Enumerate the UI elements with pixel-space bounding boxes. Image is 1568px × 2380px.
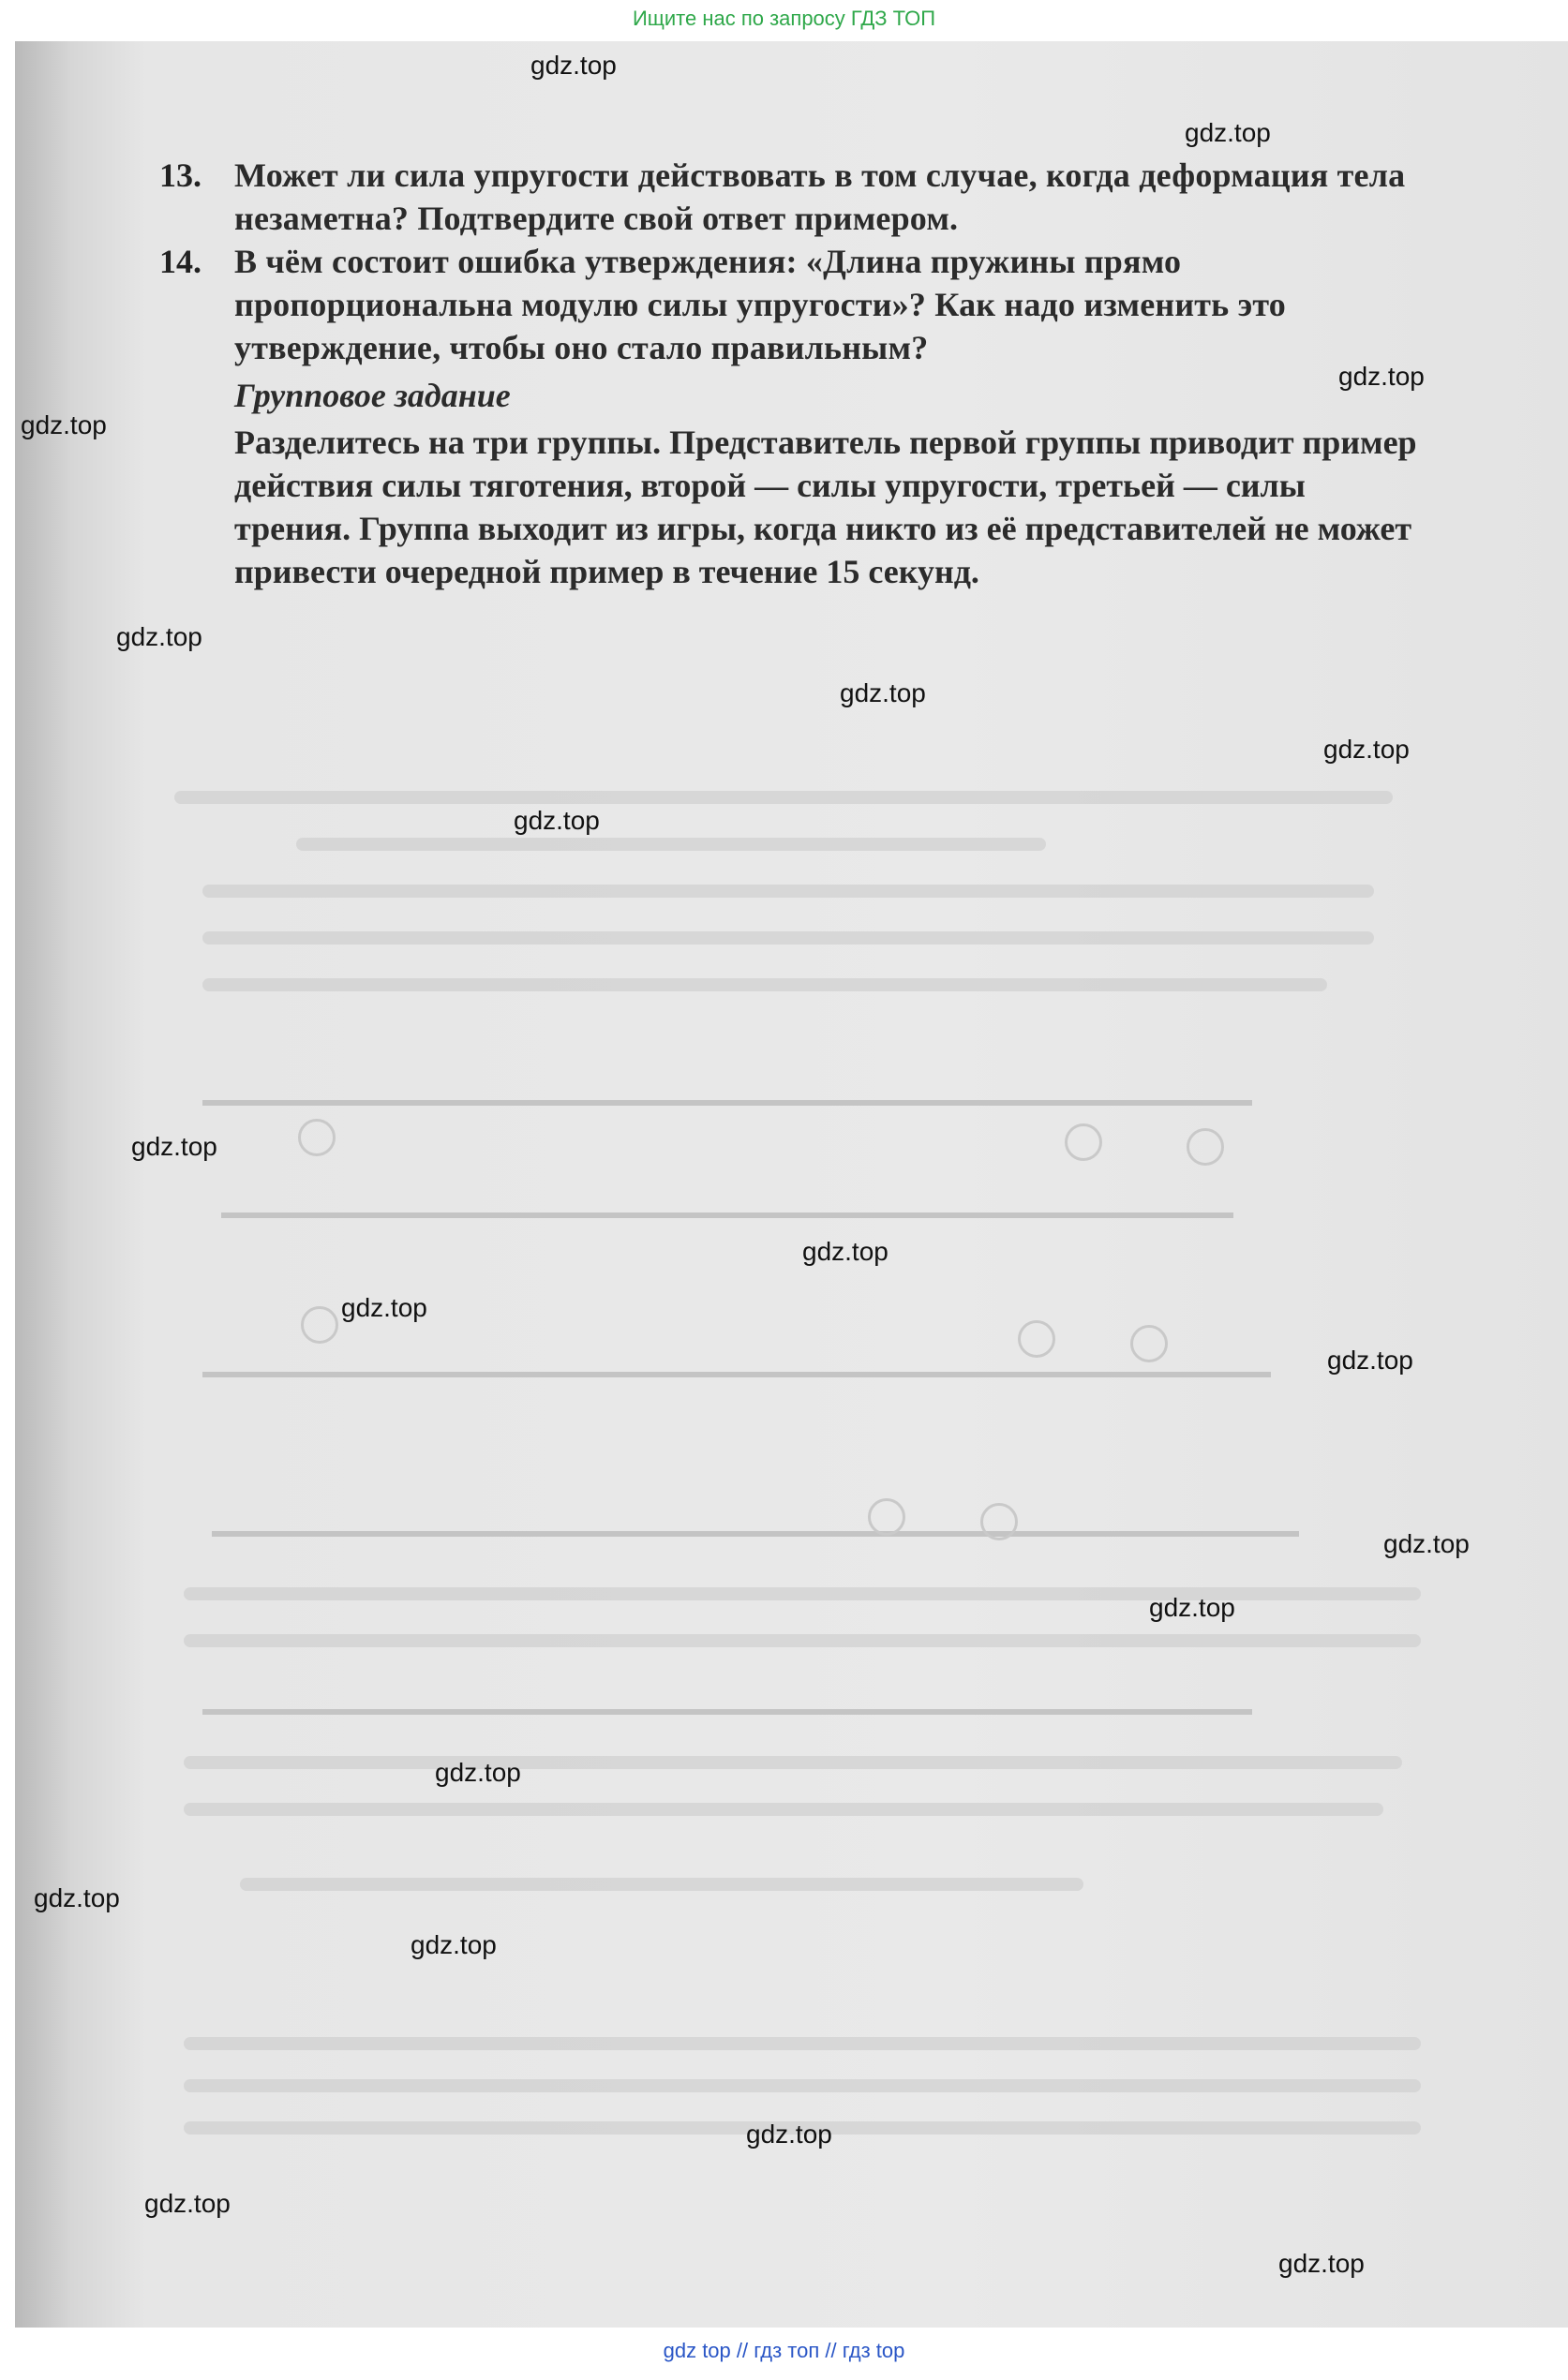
watermark: gdz.top	[131, 1132, 217, 1161]
watermark: gdz.top	[1185, 118, 1271, 147]
watermark: gdz.top	[1327, 1346, 1413, 1375]
watermark: gdz.top	[21, 410, 107, 439]
watermark: gdz.top	[802, 1237, 889, 1266]
watermark: gdz.top	[1323, 735, 1410, 764]
watermark: gdz.top	[514, 806, 600, 835]
question-text: Может ли сила упругости действовать в том случае, когда деформация тела незаметна? Подтвердите свой ответ примером.	[234, 156, 1406, 237]
watermark: gdz.top	[411, 1930, 497, 1959]
group-task-title: Групповое задание	[234, 377, 511, 414]
footer-links[interactable]: gdz top // гдз топ // гдз top	[0, 2328, 1568, 2380]
group-task-text: Разделитесь на три группы. Представитель первой группы приводит пример действия силы тяготения, второй — силы упругости, третьей — силы трения. Группа выходит из игры, когда никто из её представителей не может привести очередной пример в течение 15 секунд.	[234, 424, 1417, 590]
watermark: gdz.top	[1149, 1593, 1235, 1622]
scanned-page	[15, 41, 1568, 2328]
top-banner[interactable]: Ищите нас по запросу ГДЗ ТОП	[632, 7, 936, 30]
question-14	[159, 240, 1434, 369]
watermark: gdz.top	[116, 622, 202, 651]
watermark: gdz.top	[840, 678, 926, 707]
question-text: В чём состоит ошибка утверждения: «Длина пружины прямо пропорциональна модулю силы упругости»? Как надо изменить это утверждение, чтобы оно стало правильным?	[234, 243, 1286, 366]
watermark: gdz.top	[1383, 1529, 1470, 1558]
watermark: gdz.top	[1338, 362, 1425, 391]
question-13	[159, 154, 1434, 240]
watermark: gdz.top	[530, 51, 617, 80]
watermark: gdz.top	[746, 2120, 832, 2149]
watermark: gdz.top	[34, 1883, 120, 1912]
watermark: gdz.top	[341, 1293, 427, 1322]
question-number: 14.	[159, 243, 202, 280]
question-number: 13.	[159, 156, 202, 194]
watermark: gdz.top	[1278, 2249, 1365, 2278]
watermark: gdz.top	[144, 2189, 231, 2218]
watermark: gdz.top	[435, 1758, 521, 1787]
